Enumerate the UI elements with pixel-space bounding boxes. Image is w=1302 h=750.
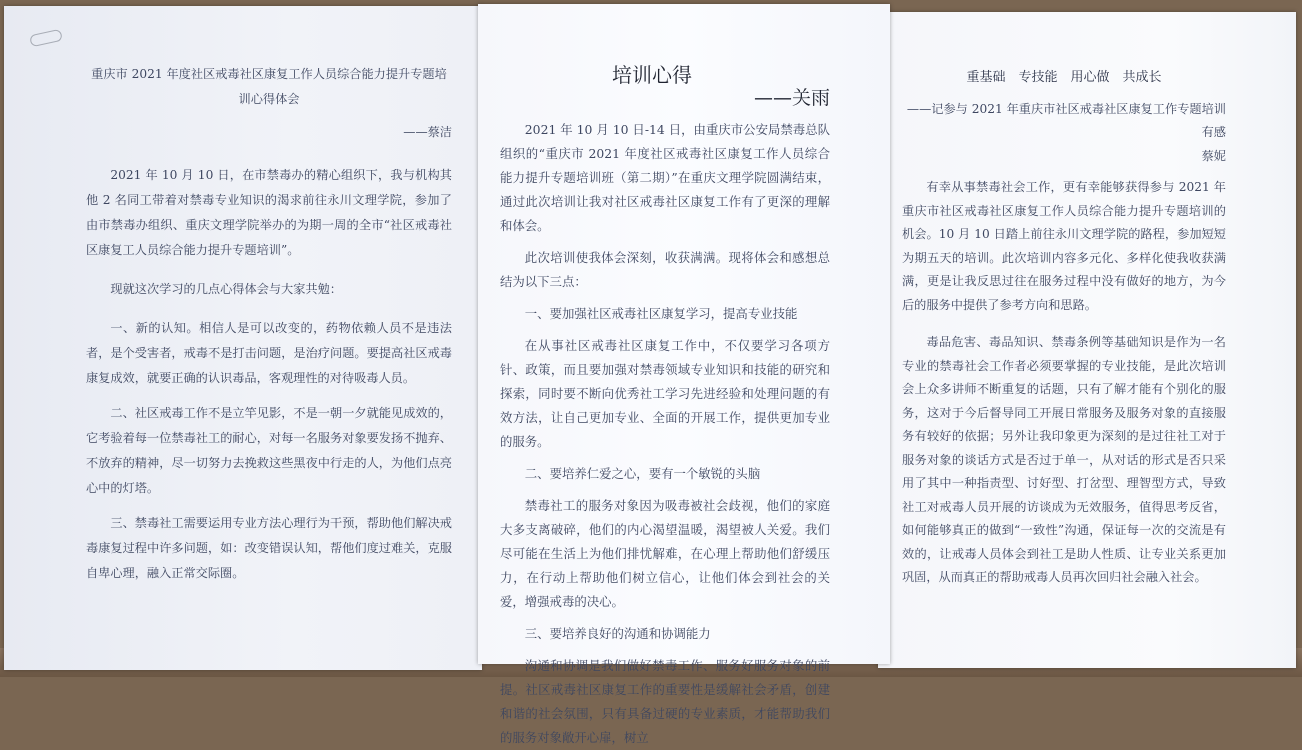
page-title: 重基础 专技能 用心做 共成长 xyxy=(966,70,1162,85)
paragraph: 2021 年 10 月 10 日-14 日，由重庆市公安局禁毒总队组织的“重庆市 2021 年度社区戒毒社区康复工作人员综合能力提升专题培训班（第二期）”在重庆文理学院圆满结束，通过此次培训让我对社区戒毒社区康复工作有了更深的理解和体会。 xyxy=(500,122,830,233)
paragraph: 三、禁毒社工需要运用专业方法心理行为干预，帮助他们解决戒毒康复过程中许多问题，如：改变错误认知，帮他们度过难关，克服自卑心理，融入正常交际圈。 xyxy=(86,516,452,580)
paragraph: 毒品危害、毒品知识、禁毒条例等基础知识是作为一名专业的禁毒社会工作者必须要掌握的专业技能，是此次培训会上众多讲师不断重复的话题，只有了解才能有个别化的服务，这对于今后督导同工开展日常服务及服务对象的直接服务有较好的依据；另外让我印象更为深刻的是过往社工对于服务对象的谈话方式是否过于单一，从对话的形式是否只采用了其中一种指责型、讨好型、打岔型、理智型方式，导致社工对戒毒人员开展的访谈成为无效服务，值得思考反省，如何能够真正的做到“一致性”沟通，保证每一次的交流是有效的，让戒毒人员体会到社工是助人性质、让专业关系更加巩固，从而真正的帮助戒毒人员再次回归社会融入社会。 xyxy=(902,335,1226,584)
author-signature: ——关雨 xyxy=(753,87,830,109)
paragraph: 现就这次学习的几点心得体会与大家共勉： xyxy=(110,282,342,296)
section-heading: 二、要培养仁爱之心，要有一个敏锐的头脑 xyxy=(524,466,761,481)
document-page-right xyxy=(878,12,1296,668)
paperclip-mark xyxy=(29,29,63,47)
paragraph: 二、社区戒毒工作不是立竿见影，不是一朝一夕就能见成效的，它考验着每一位禁毒社工的耐心，对每一名服务对象要发扬不抛弃、不放弃的精神，尽一切努力去挽救这些黑夜中行走的人，为他们点亮心中的灯塔。 xyxy=(86,406,452,495)
paragraph: 此次培训使我体会深刻，收获满满。现将体会和感想总结为以下三点： xyxy=(500,250,830,289)
author-signature: 蔡妮 xyxy=(1201,148,1226,163)
paragraph: 2021 年 10 月 10 日，在市禁毒办的精心组织下，我与机构其他 2 名同工带着对禁毒专业知识的渴求前往永川文理学院，参加了由市禁毒办组织、重庆文理学院举办的为期一周的全市“社区戒毒社区康复工人员综合能力提升专题培训”。 xyxy=(86,168,452,257)
paragraph: 禁毒社工的服务对象因为吸毒被社会歧视，他们的家庭大多支离破碎，他们的内心渴望温暖，渴望被人关爱。我们尽可能在生活上为他们排忧解难，在心理上帮助他们舒缓压力，在行动上帮助他们树立信心，让他们体会到社会的关爱，增强戒毒的决心。 xyxy=(500,498,830,609)
page-subtitle: ——记参与 2021 年重庆市社区戒毒社区康复工作专题培训有感 xyxy=(906,101,1226,139)
paragraph: 在从事社区戒毒社区康复工作中，不仅要学习各项方针、政策，而且要加强对禁毒领域专业知识和技能的研究和探索，同时要不断向优秀社工学习先进经验和处理问题的有效方法，让自己更加专业、全面的开展工作，提供更加专业的服务。 xyxy=(500,338,830,449)
paragraph: 沟通和协调是我们做好禁毒工作、服务好服务对象的前提。社区戒毒社区康复工作的重要性是缓解社会矛盾，创建和谐的社会氛围，只有具备过硬的专业素质，才能帮助我们的服务对象敞开心扉，树立 xyxy=(500,658,830,745)
document-page-middle xyxy=(478,4,890,745)
document-page-left xyxy=(4,6,482,670)
section-heading: 三、要培养良好的沟通和协调能力 xyxy=(524,626,711,641)
paragraph: 一、新的认知。相信人是可以改变的，药物依赖人员不是违法者，是个受害者，戒毒不是打击问题，是治疗问题。要提高社区戒毒康复成效，就要正确的认识毒品，客观理性的对待吸毒人员。 xyxy=(86,321,452,385)
page-title: 培训心得 xyxy=(612,63,692,87)
page-title: 重庆市 2021 年度社区戒毒社区康复工作人员综合能力提升专题培训心得体会 xyxy=(91,67,447,106)
paragraph: 有幸从事禁毒社会工作，更有幸能够获得参与 2021 年重庆市社区戒毒社区康复工作人员综合能力提升专题培训的机会。10 月 10 日踏上前往永川文理学院的路程，参加短短为期五天的培训。此次培训内容多元化、多样化使我收获满满，更是让我反思过往在服务过程中没有做好的地方，为今后的服务中提供了参考方向和思路。 xyxy=(902,180,1226,312)
section-heading: 一、要加强社区戒毒社区康复学习，提高专业技能 xyxy=(524,306,798,321)
author-signature: ——蔡洁 xyxy=(403,125,452,139)
